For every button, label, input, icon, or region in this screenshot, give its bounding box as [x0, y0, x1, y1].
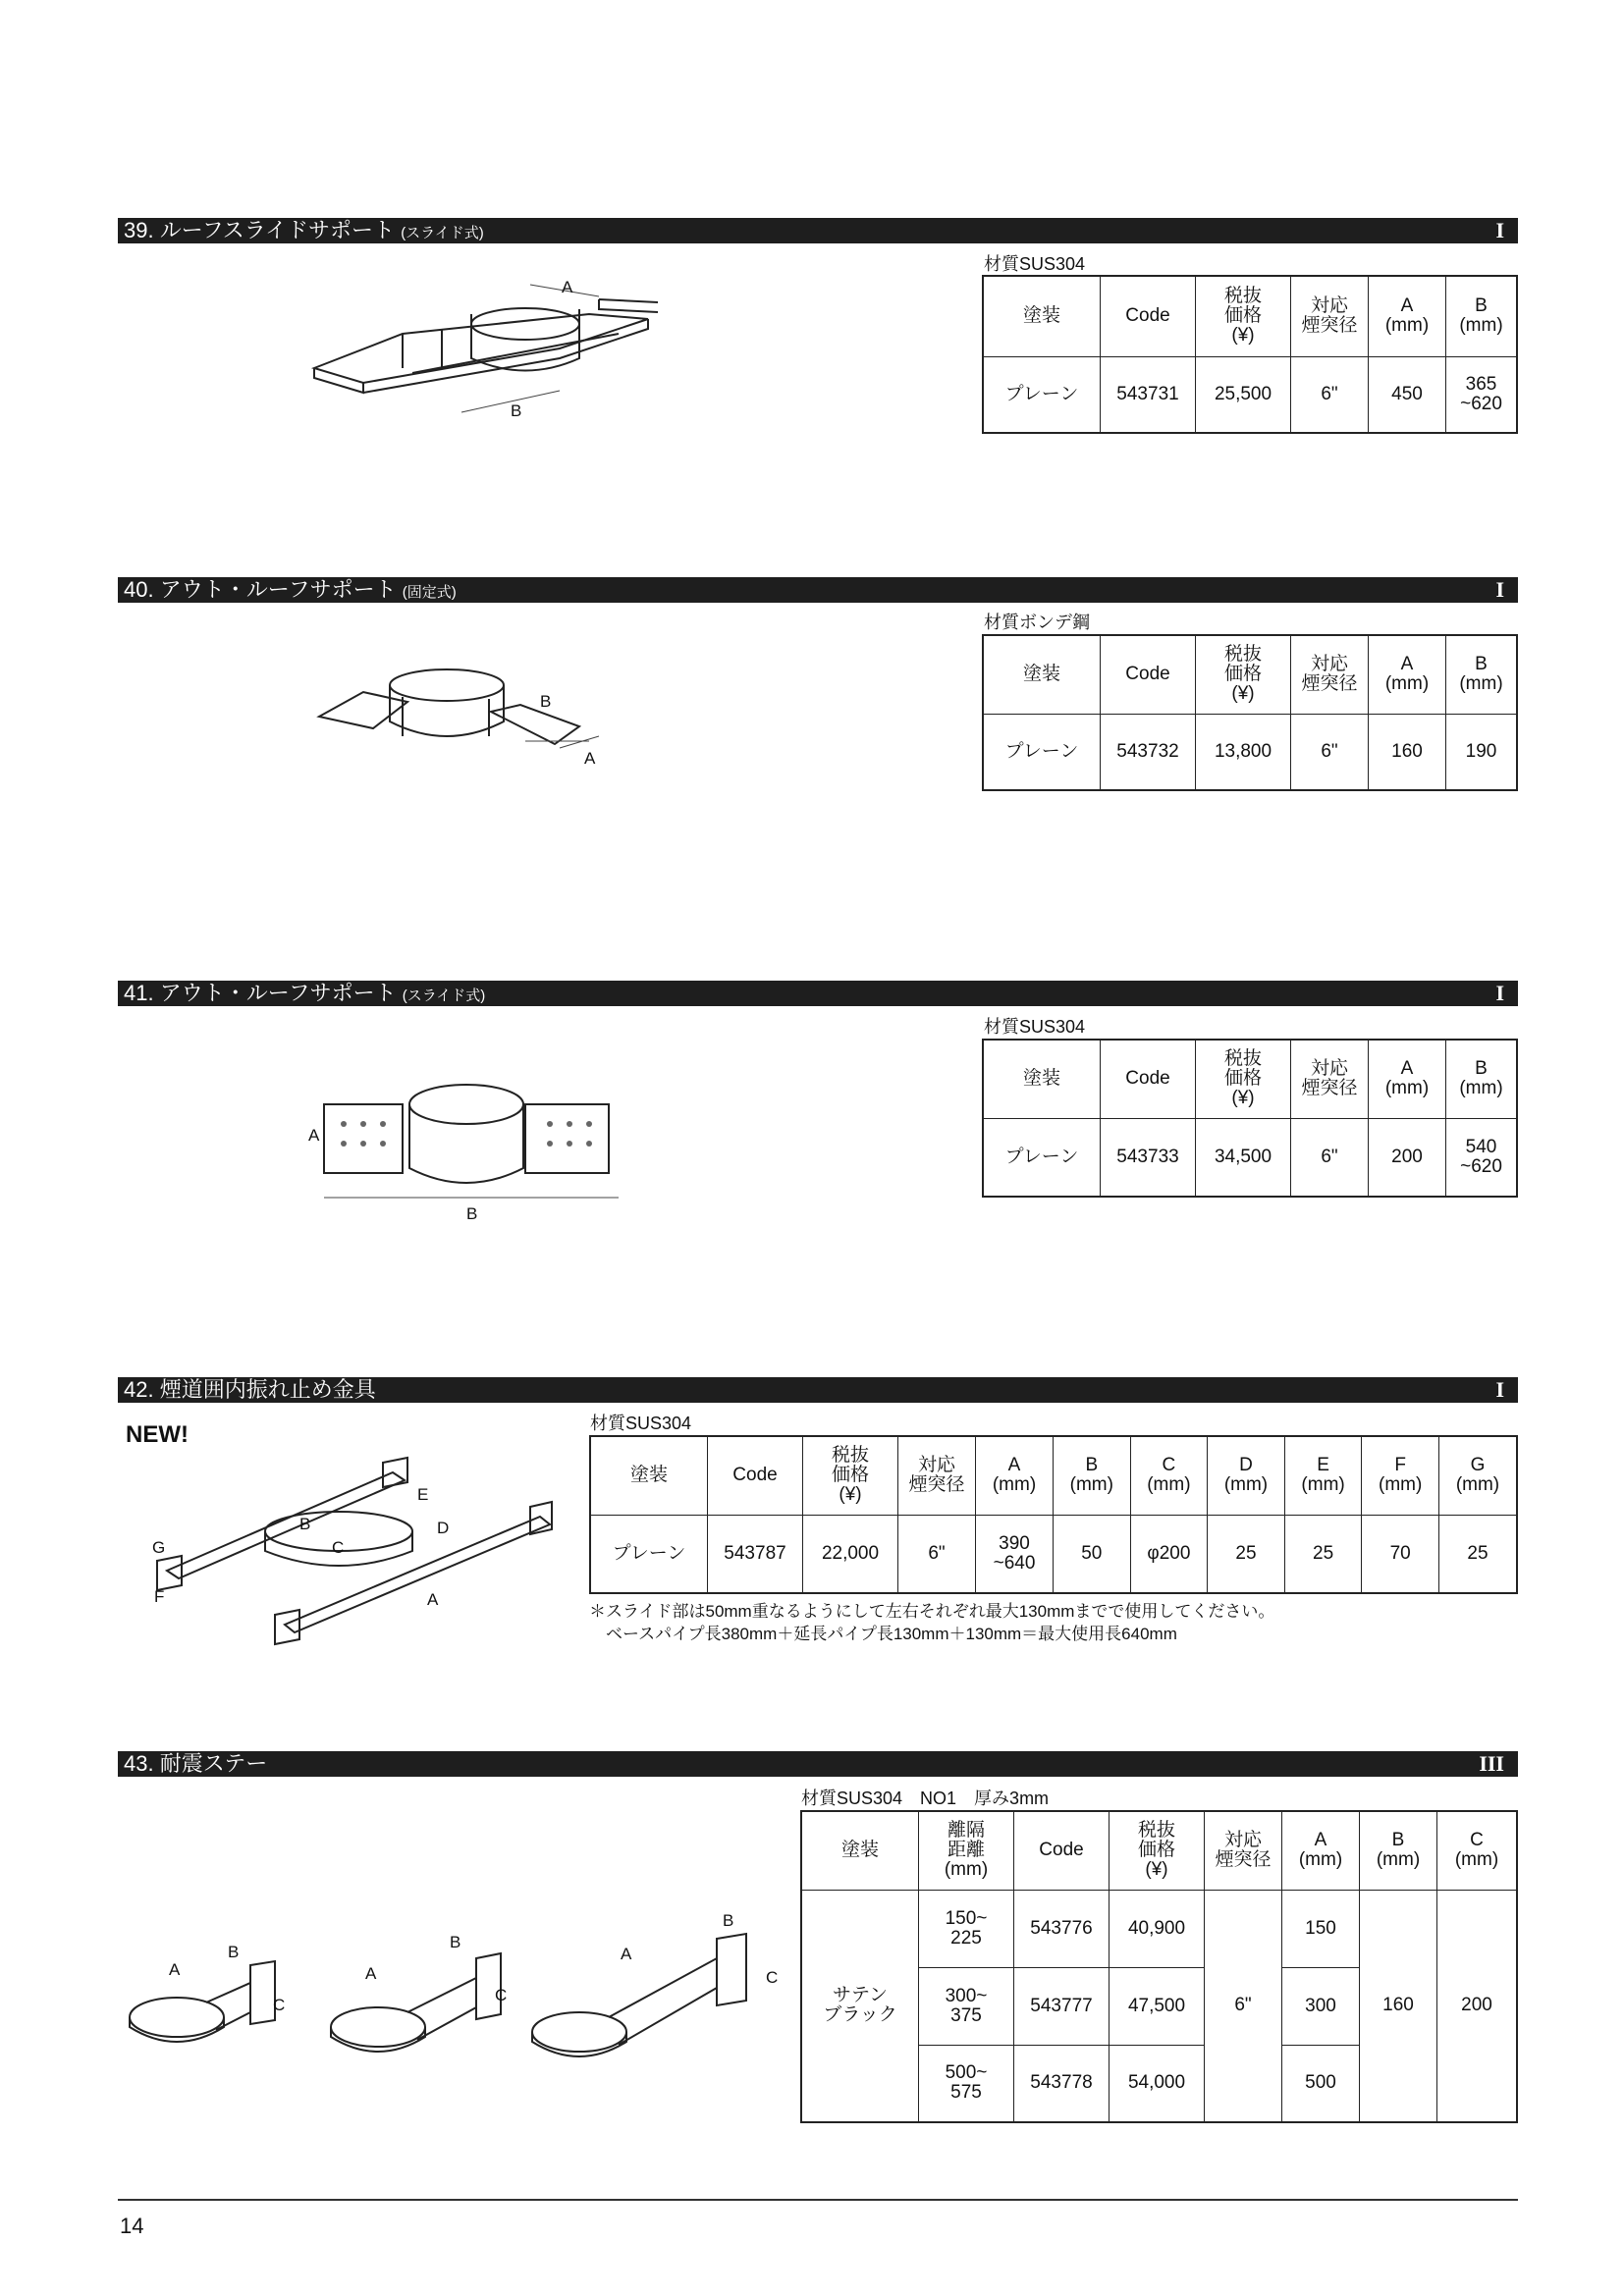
figure-label: F — [154, 1587, 165, 1606]
table-cell: 543776 — [1014, 1890, 1110, 1967]
table-cell: 6" — [898, 1515, 976, 1593]
table-header: B (mm) — [1360, 1811, 1437, 1890]
table-cell: 6" — [1205, 1890, 1282, 2122]
figure-label: G — [152, 1538, 166, 1557]
table-cell: プレーン — [983, 714, 1101, 790]
table-cell: 47,500 — [1110, 1967, 1205, 2045]
figure-label: A — [562, 278, 573, 296]
table-header: 離隔 距離 (mm) — [919, 1811, 1014, 1890]
table-cell: 150~ 225 — [919, 1890, 1014, 1967]
table-header: C (mm) — [1130, 1436, 1208, 1515]
table-header: D (mm) — [1208, 1436, 1285, 1515]
table-header: 税抜 価格 (¥) — [1196, 1040, 1291, 1118]
table-cell: 390 ~640 — [976, 1515, 1054, 1593]
table-cell: 543777 — [1014, 1967, 1110, 2045]
table-header: Code — [1101, 1040, 1196, 1118]
table-header: A (mm) — [1369, 276, 1446, 356]
figure-label: B — [511, 401, 522, 420]
section-42-note: ＊スライド部は50mm重なるようにして左右それぞれ最大130mmまでで使用してください。 ベースパイプ長380mm＋延長パイプ長130mm＋130mm＝最大使用長640mm — [589, 1602, 1275, 1643]
section-42-title: 42. 煙道囲内振れ止め金具 — [124, 1377, 376, 1402]
table-cell: 543731 — [1101, 356, 1196, 433]
figure-label: A — [169, 1960, 181, 1979]
table-cell: 13,800 — [1196, 714, 1291, 790]
table-header: 塗装 — [983, 276, 1101, 356]
table-header: 税抜 価格 (¥) — [803, 1436, 898, 1515]
table-header: 塗装 — [983, 1040, 1101, 1118]
section-42-header — [118, 1377, 1518, 1403]
table-cell: 25,500 — [1196, 356, 1291, 433]
table-header: A (mm) — [1282, 1811, 1360, 1890]
section-39-subtitle: (スライド式) — [401, 225, 484, 241]
section-41-grade: I — [1495, 981, 1504, 1005]
table-header: 対応 煙突径 — [1291, 1040, 1369, 1118]
table-header: G (mm) — [1438, 1436, 1517, 1515]
table-cell: 25 — [1284, 1515, 1362, 1593]
figure-label: A — [584, 749, 596, 768]
section-39-title: 39. ルーフスライドサポート — [124, 218, 396, 242]
figure-label: D — [437, 1519, 450, 1537]
table-header: 税抜 価格 (¥) — [1196, 276, 1291, 356]
table-header: B (mm) — [1446, 276, 1518, 356]
table-header: 塗装 — [590, 1436, 708, 1515]
table-cell: 500 — [1282, 2045, 1360, 2122]
table-cell: 6" — [1291, 714, 1369, 790]
section-41-table — [982, 1039, 1518, 1198]
section-42-table — [589, 1435, 1518, 1594]
table-cell: 300~ 375 — [919, 1967, 1014, 2045]
out-roof-support-fixed-illustration — [314, 658, 609, 775]
flue-sway-bracket-illustration — [147, 1453, 560, 1649]
section-39-table — [982, 275, 1518, 434]
section-43-table — [800, 1810, 1518, 2123]
out-roof-support-slide-illustration — [304, 1060, 628, 1227]
table-header: 対応 煙突径 — [898, 1436, 976, 1515]
section-41-title: 41. アウト・ルーフサポート — [124, 981, 397, 1005]
section-40-grade: I — [1495, 577, 1504, 602]
table-cell: 543733 — [1101, 1118, 1196, 1197]
figure-label: B — [723, 1911, 734, 1930]
section-41-subtitle: (スライド式) — [402, 988, 486, 1004]
table-cell: 6" — [1291, 356, 1369, 433]
table-cell: プレーン — [590, 1515, 708, 1593]
figure-label: B — [466, 1204, 478, 1223]
page-number: 14 — [120, 2214, 144, 2238]
table-header: 税抜 価格 (¥) — [1196, 635, 1291, 714]
table-cell: サテン ブラック — [801, 1890, 919, 2122]
table-header: Code — [1101, 276, 1196, 356]
table-header: F (mm) — [1362, 1436, 1439, 1515]
table-header: Code — [1101, 635, 1196, 714]
figure-label: E — [417, 1485, 429, 1504]
table-header: A (mm) — [1369, 1040, 1446, 1118]
table-header: C (mm) — [1437, 1811, 1518, 1890]
table-cell: 160 — [1360, 1890, 1437, 2122]
section-39-header — [118, 218, 1518, 243]
table-header: 塗装 — [801, 1811, 919, 1890]
table-header: 対応 煙突径 — [1291, 276, 1369, 356]
table-cell: 34,500 — [1196, 1118, 1291, 1197]
section-42-material: 材質SUS304 — [590, 1414, 692, 1433]
table-header: A (mm) — [1369, 635, 1446, 714]
table-header: 税抜 価格 (¥) — [1110, 1811, 1205, 1890]
roof-slide-support-illustration — [295, 275, 668, 442]
seismic-stay-illustration — [118, 1885, 795, 2081]
figure-label: A — [427, 1590, 439, 1609]
section-43-title: 43. 耐震ステー — [124, 1751, 268, 1776]
section-43-material: 材質SUS304 NO1 厚み3mm — [801, 1789, 1050, 1808]
table-cell: 300 — [1282, 1967, 1360, 2045]
table-header: Code — [708, 1436, 803, 1515]
table-cell: 200 — [1369, 1118, 1446, 1197]
table-header: A (mm) — [976, 1436, 1054, 1515]
table-header: 対応 煙突径 — [1291, 635, 1369, 714]
new-badge: NEW! — [126, 1421, 189, 1448]
section-41-header — [118, 981, 1518, 1006]
section-39-grade: I — [1495, 218, 1504, 242]
section-43-grade: III — [1479, 1751, 1504, 1776]
section-40-material: 材質ボンデ鋼 — [984, 613, 1090, 632]
figure-label: B — [228, 1943, 240, 1961]
table-cell: φ200 — [1130, 1515, 1208, 1593]
figure-label: C — [273, 1996, 286, 2014]
table-cell: 500~ 575 — [919, 2045, 1014, 2122]
table-cell: 543732 — [1101, 714, 1196, 790]
figure-label: C — [766, 1968, 779, 1987]
table-cell: 190 — [1446, 714, 1518, 790]
table-header: 対応 煙突径 — [1205, 1811, 1282, 1890]
table-cell: 543778 — [1014, 2045, 1110, 2122]
figure-label: B — [450, 1933, 461, 1951]
figure-label: B — [540, 692, 552, 711]
table-cell: 365 ~620 — [1446, 356, 1518, 433]
table-cell: 40,900 — [1110, 1890, 1205, 1967]
figure-label: A — [365, 1964, 377, 1983]
table-cell: 200 — [1437, 1890, 1518, 2122]
table-cell: 450 — [1369, 356, 1446, 433]
table-header: B (mm) — [1446, 1040, 1518, 1118]
figure-label: A — [621, 1945, 632, 1963]
table-cell: 543787 — [708, 1515, 803, 1593]
figure-label: B — [299, 1515, 311, 1533]
footer-rule — [118, 2199, 1518, 2201]
table-cell: 50 — [1054, 1515, 1131, 1593]
section-42-grade: I — [1495, 1377, 1504, 1402]
section-40-title: 40. アウト・ルーフサポート — [124, 577, 397, 602]
table-cell: 160 — [1369, 714, 1446, 790]
figure-label: C — [332, 1538, 345, 1557]
table-header: B (mm) — [1446, 635, 1518, 714]
table-cell: プレーン — [983, 356, 1101, 433]
section-40-header — [118, 577, 1518, 603]
table-header: E (mm) — [1284, 1436, 1362, 1515]
table-header: 塗装 — [983, 635, 1101, 714]
figure-label: C — [495, 1986, 508, 2004]
section-41-material: 材質SUS304 — [984, 1017, 1086, 1037]
section-40-subtitle: (固定式) — [402, 584, 457, 601]
table-cell: 150 — [1282, 1890, 1360, 1967]
table-cell: 25 — [1438, 1515, 1517, 1593]
section-39-material: 材質SUS304 — [984, 254, 1086, 274]
table-cell: 25 — [1208, 1515, 1285, 1593]
table-cell: 54,000 — [1110, 2045, 1205, 2122]
section-40-table — [982, 634, 1518, 791]
table-cell: 540 ~620 — [1446, 1118, 1518, 1197]
table-cell: 70 — [1362, 1515, 1439, 1593]
table-header: Code — [1014, 1811, 1110, 1890]
table-cell: 22,000 — [803, 1515, 898, 1593]
table-header: B (mm) — [1054, 1436, 1131, 1515]
section-43-header — [118, 1751, 1518, 1777]
table-cell: 6" — [1291, 1118, 1369, 1197]
figure-label: A — [308, 1126, 320, 1145]
table-cell: プレーン — [983, 1118, 1101, 1197]
